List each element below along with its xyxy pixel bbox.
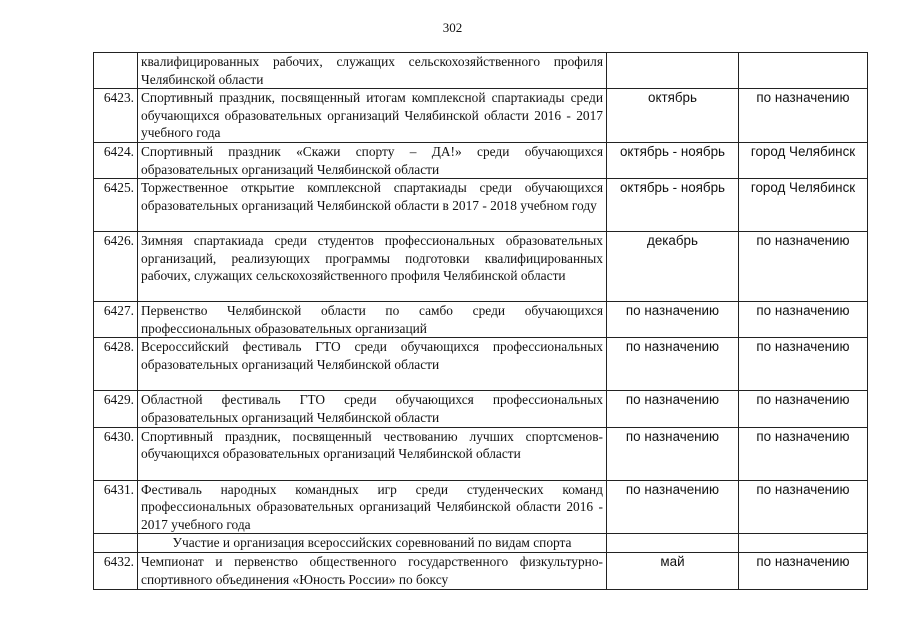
event-date: октябрь - ноябрь: [607, 142, 739, 178]
section-heading: Участие и организация всероссийских соревнований по видам спорта: [138, 534, 607, 553]
event-place: по назначению: [739, 302, 868, 338]
table-row: [94, 427, 868, 480]
event-place: по назначению: [739, 391, 868, 427]
event-date: октябрь - ноябрь: [607, 179, 739, 232]
event-place: [739, 534, 868, 553]
event-date: по назначению: [607, 427, 739, 480]
row-number: 6426.: [94, 232, 138, 302]
event-name: Всероссийский фестиваль ГТО среди обучающихся профессиональных образовательных организаций Челябинской области: [138, 338, 607, 391]
event-date: по назначению: [607, 480, 739, 534]
page-number: 302: [442, 20, 463, 35]
event-name: Спортивный праздник «Скажи спорту – ДА!» среди обучающихся образовательных организаций Челябинской области: [138, 142, 607, 178]
event-place: по назначению: [739, 480, 868, 534]
row-number: 6432.: [94, 552, 138, 589]
event-name: Спортивный праздник, посвященный итогам комплексной спартакиады среди обучающихся образовательных организаций Челябинской области 2016 - 2017 учебного года: [138, 89, 607, 143]
event-place: по назначению: [739, 427, 868, 480]
event-date: по назначению: [607, 302, 739, 338]
row-number: 6430.: [94, 427, 138, 480]
table-row: [94, 232, 868, 302]
table-row: [94, 179, 868, 232]
row-number: 6424.: [94, 142, 138, 178]
event-name: квалифицированных рабочих, служащих сельскохозяйственного профиля Челябинской области: [138, 53, 607, 89]
row-number: 6429.: [94, 391, 138, 427]
event-name: Спортивный праздник, посвященный чествованию лучших спортсменов-обучающихся образовательных организаций Челябинской области: [138, 427, 607, 480]
row-number: 6427.: [94, 302, 138, 338]
table-row: [94, 391, 868, 427]
table-row: [94, 302, 868, 338]
table-row: [94, 338, 868, 391]
event-date: по назначению: [607, 338, 739, 391]
event-date: по назначению: [607, 391, 739, 427]
event-date: май: [607, 552, 739, 589]
event-name: Зимняя спартакиада среди студентов профессиональных образовательных организаций, реализующих программы подготовки квалифицированных рабочих, служащих сельскохозяйственного профиля Челябинской области: [138, 232, 607, 302]
table-row: [94, 552, 868, 589]
event-place: город Челябинск: [739, 179, 868, 232]
event-place: город Челябинск: [739, 142, 868, 178]
row-number: 6425.: [94, 179, 138, 232]
events-table: [93, 52, 868, 590]
event-date: октябрь: [607, 89, 739, 143]
event-name: Фестиваль народных командных игр среди студенческих команд профессиональных образовательных организаций Челябинской области 2016 - 2017 учебного года: [138, 480, 607, 534]
row-number: [94, 534, 138, 553]
event-name: Торжественное открытие комплексной спартакиады среди обучающихся образовательных организаций Челябинской области в 2017 - 2018 учебном году: [138, 179, 607, 232]
event-name: Областной фестиваль ГТО среди обучающихся профессиональных образовательных организаций Челябинской области: [138, 391, 607, 427]
event-place: по назначению: [739, 232, 868, 302]
row-number: 6423.: [94, 89, 138, 143]
row-number: 6428.: [94, 338, 138, 391]
section-row: [94, 534, 868, 553]
row-number: 6431.: [94, 480, 138, 534]
event-place: [739, 53, 868, 89]
event-date: декабрь: [607, 232, 739, 302]
event-place: по назначению: [739, 338, 868, 391]
table-row: [94, 89, 868, 143]
event-place: по назначению: [739, 89, 868, 143]
event-date: [607, 534, 739, 553]
event-name: Первенство Челябинской области по самбо среди обучающихся профессиональных образовательных организаций: [138, 302, 607, 338]
event-date: [607, 53, 739, 89]
row-number: [94, 53, 138, 89]
table-row: [94, 480, 868, 534]
event-place: по назначению: [739, 552, 868, 589]
event-name: Чемпионат и первенство общественного государственного физкультурно-спортивного объединения «Юность России» по боксу: [138, 552, 607, 589]
table-row: [94, 142, 868, 178]
table-row: [94, 53, 868, 89]
